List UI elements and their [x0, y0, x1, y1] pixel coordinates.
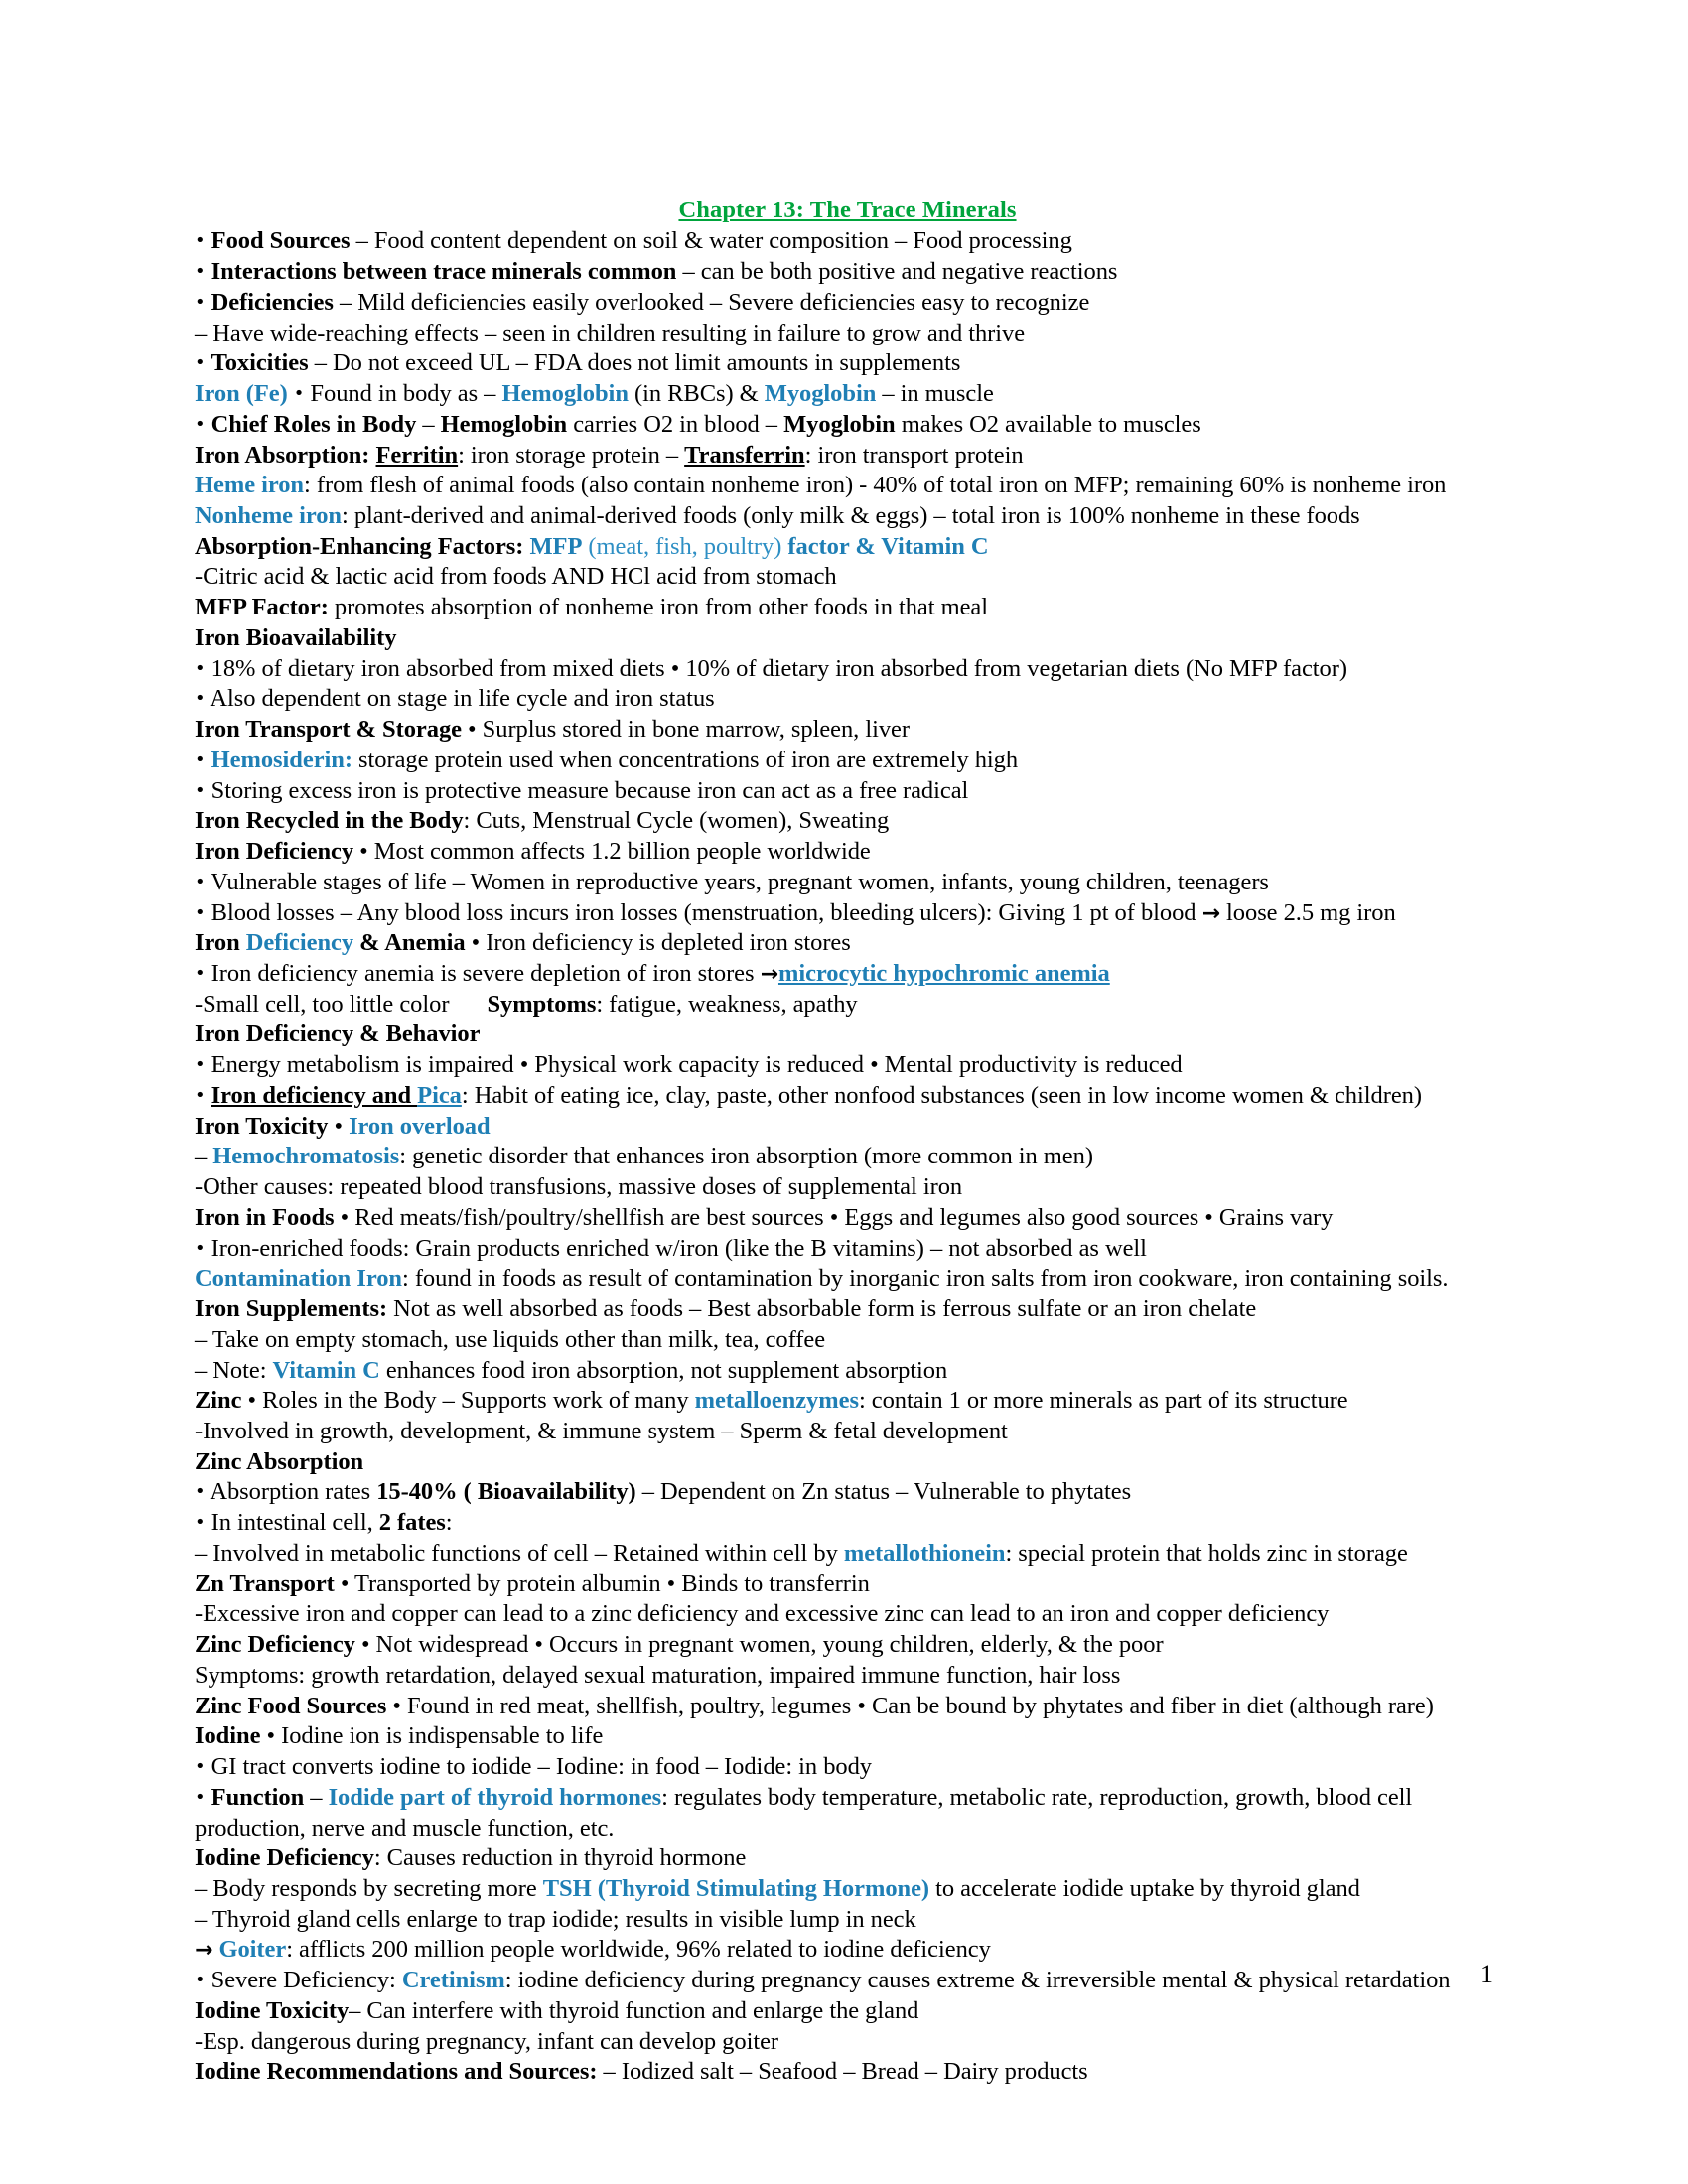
text-iron-deficiency: • Most common affects 1.2 billion people worldwide: [353, 838, 871, 866]
term-and-anemia: & Anemia: [353, 929, 466, 957]
text-interactions: – can be both positive and negative reactions: [676, 258, 1118, 286]
note-line-iron-transport-storage: [195, 715, 1500, 746]
term-symptoms: Symptoms: [487, 990, 597, 1018]
text-pica: : Habit of eating ice, clay, paste, other nonfood substances (seen in low income women & children): [461, 1081, 1422, 1109]
note-line-iron-fe: [195, 379, 1500, 410]
note-line-gi-tract: [195, 1752, 1500, 1783]
note-line-absorption-enhancing: [195, 532, 1500, 563]
note-line-energy-metabolism: [195, 1050, 1500, 1081]
term-hemoglobin: Hemoglobin: [501, 380, 629, 408]
bullet-glyph: •: [195, 261, 206, 283]
text-zn-transport: • Transported by protein albumin • Binds to transferrin: [334, 1570, 870, 1597]
term-hemochromatosis: Hemochromatosis: [212, 1143, 400, 1170]
note-line-iron-supplements: [195, 1295, 1500, 1325]
term-hemosiderin: Hemosiderin:: [211, 746, 352, 773]
note-line-microcytic: [195, 959, 1500, 990]
note-line-iron-absorption: [195, 441, 1500, 472]
term-iron-fe: Iron (Fe): [195, 380, 288, 408]
text-storing-excess: Storing excess iron is protective measure because iron can act as a free radical: [211, 776, 969, 804]
term-toxicities: Toxicities: [211, 349, 309, 377]
page-number: 1: [1480, 1960, 1493, 1988]
bullet-glyph: •: [195, 779, 206, 801]
note-line-pica: [195, 1081, 1500, 1112]
bullet-glyph: •: [195, 1481, 206, 1503]
text-body-responds: – Body responds by secreting more: [195, 1875, 543, 1903]
bullet-glyph: •: [195, 1512, 206, 1534]
text-iron-transport-storage: • Surplus stored in bone marrow, spleen, liver: [461, 716, 910, 744]
note-line-cretinism: [195, 1966, 1500, 1996]
note-line-citric-acid: -Citric acid & lactic acid from foods AND HCl acid from stomach: [195, 563, 837, 591]
text-symptoms-list: : fatigue, weakness, apathy: [596, 990, 858, 1018]
note-line-iodine-toxicity: [195, 1996, 1500, 2027]
bullet-glyph: •: [195, 352, 206, 374]
term-goiter: Goiter: [218, 1936, 287, 1964]
bullet-glyph: •: [195, 962, 206, 984]
text-metalloenzymes: : contain 1 or more minerals as part of its structure: [858, 1387, 1348, 1415]
note-line-small-cell-symptoms: [195, 990, 1500, 1021]
term-nonheme-iron: Nonheme iron: [195, 501, 342, 529]
term-iron-overload: Iron overload: [349, 1112, 491, 1140]
text-nonheme-iron: : plant-derived and animal-derived foods (only milk & eggs) – total iron is 100% nonheme in these foods: [342, 501, 1360, 529]
bullet-glyph: •: [195, 1786, 206, 1808]
text-iron-supplements: Not as well absorbed as foods – Best absorbable form is ferrous sulfate or an iron chelate: [387, 1296, 1257, 1323]
text-goiter: : afflicts 200 million people worldwide, 96% related to iodine deficiency: [286, 1936, 991, 1964]
term-metalloenzymes: metalloenzymes: [694, 1387, 859, 1415]
note-line-mfp-factor: [195, 593, 1500, 623]
text-vulnerable-stages: Vulnerable stages of life – Women in reproductive years, pregnant women, infants, young children, teenagers: [211, 868, 1269, 895]
note-line-thyroid-enlarge: – Thyroid gland cells enlarge to trap iodide; results in visible lump in neck: [195, 1905, 916, 1933]
note-line-intestinal-cell: [195, 1508, 1500, 1539]
term-iron-toxicity: Iron Toxicity: [195, 1112, 329, 1140]
term-2-fates: 2 fates: [378, 1509, 446, 1537]
note-line-other-causes: -Other causes: repeated blood transfusions, massive doses of supplemental iron: [195, 1173, 963, 1201]
note-line-food-sources: [195, 226, 1500, 257]
term-chief-roles: Chief Roles in Body: [211, 410, 417, 438]
note-line-chief-roles: [195, 410, 1500, 441]
term-absorption-enhancing: Absorption-Enhancing Factors:: [195, 532, 530, 560]
term-heme-iron: Heme iron: [195, 472, 305, 499]
term-hemoglobin-2: Hemoglobin: [440, 410, 568, 438]
bullet-glyph: •: [195, 291, 206, 313]
bullet-glyph: •: [195, 1970, 206, 1991]
text-carries-o2: carries O2 in blood –: [567, 410, 784, 438]
note-heading-zinc-absorption: Zinc Absorption: [195, 1447, 364, 1475]
text-in-muscle: – in muscle: [876, 380, 994, 408]
text-zn-status: – Dependent on Zn status – Vulnerable to phytates: [635, 1478, 1132, 1506]
note-line-zinc-food-sources: [195, 1692, 1500, 1722]
term-pica: Pica: [417, 1081, 462, 1109]
text-dash-2: –: [304, 1783, 329, 1811]
term-zinc-food-sources: Zinc Food Sources: [195, 1692, 387, 1719]
note-line-toxicities: [195, 348, 1500, 379]
bullet-glyph: •: [195, 1084, 206, 1106]
text-hemochromatosis: : genetic disorder that enhances iron absorption (more common in men): [399, 1143, 1093, 1170]
text-loose-iron: loose 2.5 mg iron: [1219, 898, 1396, 926]
note-line-contamination-iron: [195, 1264, 1500, 1295]
term-iron-absorption: Iron Absorption:: [195, 441, 376, 469]
note-line-hemochromatosis: [195, 1142, 1500, 1172]
term-iodide-thyroid-hormones: Iodide part of thyroid hormones: [328, 1783, 662, 1811]
text-stage-life-cycle: Also dependent on stage in life cycle and iron status: [210, 685, 715, 713]
bullet-glyph: •: [195, 1756, 206, 1778]
note-line-iron-deficiency: [195, 837, 1500, 868]
text-note-prefix: – Note:: [195, 1356, 273, 1384]
text-energy-metabolism: Energy metabolism is impaired • Physical work capacity is reduced • Mental productivity is reduced: [211, 1051, 1183, 1079]
note-line-stage-life-cycle: [195, 684, 1500, 715]
text-intestinal-cell: In intestinal cell,: [211, 1509, 379, 1537]
note-line-deficiencies: [195, 288, 1500, 319]
note-line-hemosiderin: [195, 746, 1500, 776]
note-line-iodine-recommendations: [195, 2057, 1500, 2088]
text-storage-protein: : iron storage protein –: [458, 441, 685, 469]
text-colon: :: [445, 1509, 453, 1537]
term-iodine-toxicity: Iodine Toxicity: [195, 1996, 350, 2024]
text-iodine: • Iodine ion is indispensable to life: [260, 1722, 604, 1750]
text-iodine-toxicity: – Can interfere with thyroid function and enlarge the gland: [349, 1996, 919, 2024]
text-iron-enriched: Iron-enriched foods: Grain products enriched w/iron (like the B vitamins) – not absorbed as well: [211, 1234, 1147, 1262]
note-line-vitamin-c-note: [195, 1356, 1500, 1387]
term-zinc-deficiency: Zinc Deficiency: [195, 1631, 355, 1659]
bullet-glyph: •: [293, 383, 305, 405]
term-zn-transport: Zn Transport: [195, 1570, 335, 1597]
text-dash: –: [416, 410, 441, 438]
text-18-percent: 18% of dietary iron absorbed from mixed diets • 10% of dietary iron absorbed from vegetarian diets (No MFP factor): [211, 654, 1347, 682]
note-line-iodine-deficiency: [195, 1843, 1500, 1874]
term-transferrin: Transferrin: [684, 441, 805, 469]
term-iron-transport-storage: Iron Transport & Storage: [195, 716, 462, 744]
term-iron-supplements: Iron Supplements:: [195, 1296, 388, 1323]
right-arrow-icon: →: [195, 1938, 213, 1964]
term-myoglobin-2: Myoglobin: [783, 410, 896, 438]
term-myoglobin: Myoglobin: [764, 380, 877, 408]
note-line-vulnerable-stages: [195, 868, 1500, 898]
term-iron-deficiency-and: Iron deficiency and: [211, 1081, 418, 1109]
term-iodine-recommendations: Iodine Recommendations and Sources:: [195, 2058, 598, 2086]
text-makes-o2: makes O2 available to muscles: [895, 410, 1201, 438]
bullet-glyph: •: [195, 688, 206, 710]
text-accelerate-uptake: to accelerate iodide uptake by thyroid gland: [929, 1875, 1360, 1903]
note-line-iron-enriched: [195, 1234, 1500, 1265]
text-regulates: : regulates body temperature, metabolic rate, reproduction, growth, blood cell production, nerve and muscle function, etc.: [195, 1783, 1413, 1842]
text-iron-in-foods: • Red meats/fish/poultry/shellfish are best sources • Eggs and legumes also good sources • Grains vary: [334, 1203, 1334, 1231]
term-iron-deficiency: Iron Deficiency: [195, 838, 354, 866]
text-iron-found: Found in body as –: [304, 380, 502, 408]
text-depleted-stores: • Iron deficiency is depleted iron stores: [465, 929, 851, 957]
term-deficiency-blue: Deficiency: [245, 929, 354, 957]
bullet-glyph: •: [195, 749, 206, 770]
note-line-esp-dangerous: -Esp. dangerous during pregnancy, infant can develop goiter: [195, 2027, 779, 2055]
text-iodine-recommendations: – Iodized salt – Seafood – Bread – Dairy products: [597, 2058, 1088, 2086]
text-food-sources: – Food content dependent on soil & water composition – Food processing: [350, 227, 1072, 255]
note-line-wide-reaching: – Have wide-reaching effects – seen in children resulting in failure to grow and thrive: [195, 319, 1026, 346]
term-cretinism: Cretinism: [401, 1967, 505, 1994]
note-line-deficiency-anemia: [195, 928, 1500, 959]
text-severe-deficiency: Severe Deficiency:: [211, 1967, 402, 1994]
term-vitamin-c: Vitamin C: [272, 1356, 380, 1384]
text-metabolic-functions: – Involved in metabolic functions of cell – Retained within cell by: [195, 1539, 844, 1567]
bullet-glyph: •: [195, 871, 206, 892]
note-line-zinc-symptoms: Symptoms: growth retardation, delayed sexual maturation, impaired immune function, hair loss: [195, 1661, 1121, 1689]
term-zinc: Zinc: [195, 1387, 242, 1415]
term-function: Function: [211, 1783, 305, 1811]
text-toxicities: – Do not exceed UL – FDA does not limit amounts in supplements: [308, 349, 961, 377]
text-bullet-sep: •: [328, 1112, 350, 1140]
note-line-zinc-deficiency: [195, 1630, 1500, 1661]
note-line-zinc-involved: -Involved in growth, development, & immune system – Sperm & fetal development: [195, 1418, 1008, 1444]
note-heading-iron-bioavailability: Iron Bioavailability: [195, 623, 397, 651]
right-arrow-icon: →: [760, 961, 778, 987]
text-blood-losses: Blood losses – Any blood loss incurs iron losses (menstruation, bleeding ulcers): Giving 1 pt of blood: [211, 898, 1196, 926]
note-line-iron-toxicity: [195, 1112, 1500, 1143]
note-line-18-percent: [195, 654, 1500, 685]
note-line-zn-transport: [195, 1570, 1500, 1600]
text-factor-vitamin-c: factor & Vitamin C: [781, 532, 989, 560]
term-iron-recycled: Iron Recycled in the Body: [195, 807, 464, 835]
text-deficiencies: – Mild deficiencies easily overlooked – Severe deficiencies easy to recognize: [333, 288, 1090, 316]
term-interactions: Interactions between trace minerals common: [211, 258, 677, 286]
text-iodine-deficiency: : Causes reduction in thyroid hormone: [373, 1844, 747, 1872]
term-food-sources: Food Sources: [211, 227, 351, 255]
note-line-iodine-function: [195, 1783, 1500, 1843]
term-iron-word: Iron: [195, 929, 246, 957]
bullet-glyph: •: [195, 1237, 206, 1259]
document-body: [195, 195, 1500, 2088]
note-line-goiter: [195, 1935, 1500, 1966]
text-mfp-expansion: (meat, fish, poultry): [582, 532, 782, 560]
term-contamination-iron: Contamination Iron: [195, 1265, 402, 1293]
term-iodine-deficiency: Iodine Deficiency: [195, 1844, 374, 1872]
bullet-glyph: •: [195, 413, 206, 435]
text-zinc-food-sources: • Found in red meat, shellfish, poultry, legumes • Can be bound by phytates and fiber in diet (although rare): [386, 1692, 1434, 1719]
text-absorption-rates: Absorption rates: [210, 1478, 377, 1506]
note-heading-iron-deficiency-behavior: Iron Deficiency & Behavior: [195, 1021, 481, 1048]
term-deficiencies: Deficiencies: [211, 288, 334, 316]
text-vitamin-c-note: enhances food iron absorption, not supplement absorption: [379, 1356, 948, 1384]
note-line-storing-excess: [195, 776, 1500, 807]
note-line-heme-iron: [195, 471, 1500, 501]
text-transport-protein: : iron transport protein: [804, 441, 1024, 469]
term-mfp: MFP: [529, 532, 583, 560]
page-title: Chapter 13: The Trace Minerals: [678, 197, 1017, 223]
text-small-cell: -Small cell, too little color: [195, 990, 450, 1018]
term-ferritin: Ferritin: [375, 441, 459, 469]
note-line-nonheme-iron: [195, 501, 1500, 532]
bullet-glyph: •: [195, 901, 206, 923]
note-line-zinc-roles: [195, 1386, 1500, 1417]
note-line-iron-recycled: [195, 806, 1500, 837]
term-tsh: TSH (Thyroid Stimulating Hormone): [542, 1875, 930, 1903]
note-line-blood-losses: [195, 898, 1500, 929]
term-mfp-factor: MFP Factor:: [195, 594, 329, 621]
note-line-iodine: [195, 1721, 1500, 1752]
text-hemosiderin: storage protein used when concentrations of iron are extremely high: [352, 746, 1019, 773]
note-line-iron-in-foods: [195, 1203, 1500, 1234]
text-mfp-factor: promotes absorption of nonheme iron from other foods in that meal: [328, 594, 988, 621]
note-line-empty-stomach: – Take on empty stomach, use liquids other than milk, tea, coffee: [195, 1325, 826, 1353]
text-gi-tract: GI tract converts iodine to iodide – Iodine: in food – Iodide: in body: [211, 1753, 873, 1781]
term-microcytic-hypochromic-anemia: microcytic hypochromic anemia: [777, 959, 1110, 987]
text-iron-recycled: : Cuts, Menstrual Cycle (women), Sweating: [463, 807, 890, 835]
note-line-absorption-rates: [195, 1477, 1500, 1508]
text-heme-iron: : from flesh of animal foods (also contain nonheme iron) - 40% of total iron on MFP; remaining 60% is nonheme iron: [304, 472, 1447, 499]
bullet-glyph: •: [195, 230, 206, 252]
term-iron-in-foods: Iron in Foods: [195, 1203, 335, 1231]
text-metallothionein: : special protein that holds zinc in storage: [1005, 1539, 1408, 1567]
term-15-40-percent: 15-40% ( Bioavailability): [376, 1478, 636, 1506]
bullet-glyph: •: [195, 657, 206, 679]
text-rbcs: (in RBCs) &: [628, 380, 765, 408]
text-severe-depletion: Iron deficiency anemia is severe depletion of iron stores: [211, 959, 761, 987]
note-line-excessive-iron-copper: -Excessive iron and copper can lead to a zinc deficiency and excessive zinc can lead to an iron and copper deficiency: [195, 1600, 1330, 1628]
text-zinc-deficiency: • Not widespread • Occurs in pregnant women, young children, elderly, & the poor: [354, 1631, 1164, 1659]
text-dash-prefix: –: [195, 1143, 213, 1170]
right-arrow-icon: →: [1201, 900, 1220, 926]
text-contamination-iron: : found in foods as result of contamination by inorganic iron salts from iron cookware, iron containing soils.: [401, 1265, 1449, 1293]
term-iodine: Iodine: [195, 1722, 261, 1750]
text-cretinism: : iodine deficiency during pregnancy causes extreme & irreversible mental & physical retardation: [504, 1967, 1451, 1994]
note-line-tsh: [195, 1874, 1500, 1905]
term-metallothionein: metallothionein: [843, 1539, 1006, 1567]
note-line-metallothionein: [195, 1539, 1500, 1570]
note-line-interactions: [195, 257, 1500, 288]
text-zinc-roles: • Roles in the Body – Supports work of many: [241, 1387, 695, 1415]
bullet-glyph: •: [195, 1054, 206, 1076]
